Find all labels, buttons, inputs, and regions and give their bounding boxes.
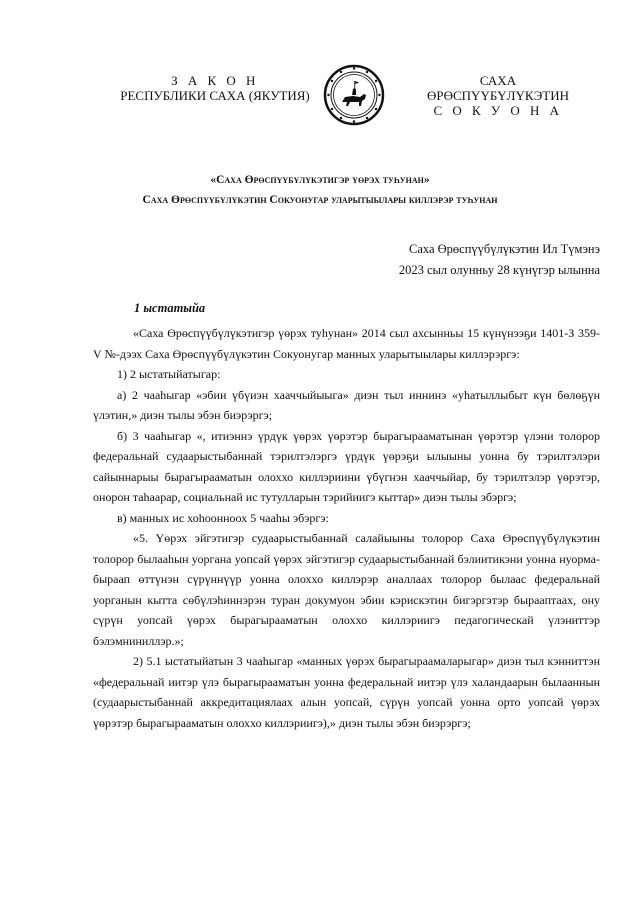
paragraph: б) 3 чааһыгар «, итиэннэ үрдүк үөрэх үөрэтэр бырагырааматынан үөрэтэр үлэни толорор федеральнай судаарыстыбаннай тэрилтэлэргэ үрдүк үөрэҕи ылыыны уонна бу тэрилтэлэри сайыннарыы бырагырааматын олоххо киллэриини үбүгнэн хааччыйар, бу тэрилтэлэр үөрэтэр, онорон таһаарар, социальнай ис тутулларын тэрийиигэ кыттар» диэн тылы эбэргэ; [93,428,600,504]
header-left-line2: РЕСПУБЛИКИ САХА (ЯКУТИЯ) [120,88,310,103]
paragraph: в) манных ис хоһоонноох 5 чааһы эбэргэ: [117,510,329,525]
coat-of-arms-icon [323,64,385,126]
paragraph: 1) 2 ыстатыйатыгар: [117,367,221,381]
paragraph: «5. Үөрэх эйгэтигэр судаарыстыбаннай салайыыны толорор Саха Өрөспүүбүлүкэтин толорор былааһын уоргана уопсай үөрэх эйгэтигэр судаарыстыбаннай бэлиитикэни уонна нуорма-быраап өттүнэн сүрүннүүр уонна олоххо киллэрэр аналлаах толорор былаас федеральнай уорганын кытта сөбүлэһиннэрэн туран докумуон эбии кэрискэтин бигэргэтэр бырааптаах, ону сүрүн уопсай үөрэх бырагырааматын олоххо киллэриигэ педагогическай үлэниттэр бэлэмниниллэр.»; [93,531,600,648]
article-body [93,323,600,733]
header-right [408,73,588,118]
paragraph: «Саха Өрөспүүбүлүкэтигэр үөрэх туһунан» 2014 сыл ахсынньы 15 күнүнээҕи 1401-З 359-V №-дээх Саха Өрөспүүбүлүкэтин Сокуонугар манных уларытыылары киллэрэргэ: [93,326,600,361]
header-right-line2: С О К У О Н А [433,103,563,118]
header-left-line1: З А К О Н [171,73,259,88]
paragraph: 2) 5.1 ыстатыйатын 3 чааһыгар «манных үөрэх бырагыраамаларыгар» диэн тыл кэнниттэн «федеральнай иитэр үлэ бырагырааматын уонна федеральнай иитэр үлэ халандаарын былааннын (судаарыстыбаннай аккредитациялаах алын уопсай, сүрүн уопсай уонна орто уопсай үөрэх үөрэтэр бырагырааматын олоххо киллэриигэ),» диэн тылы эбэн биэрэргэ; [93,654,600,730]
adoption-block [399,239,600,281]
article-heading: 1 ыстатыйа [134,301,206,315]
header-left [110,73,320,103]
law-title: «Саха Өрөспүүбүлүкэтигэр үөрэх туһунан» [210,174,430,186]
header-right-line1: САХА ӨРӨСПҮҮБҮЛҮКЭТИН [426,73,570,103]
paragraph: а) 2 чааһыгар «эбии үбүиэн хааччыйыыга» диэн тыл иннинэ «уһатыллыбыт күн бөлөҕүн үлэтин,» диэн тылы эбэн биэрэргэ; [93,387,600,422]
adoption-date: 2023 сыл олунньу 28 күнүгэр ылынна [398,263,600,277]
adoption-body: Саха Өрөспүүбүлүкэтин Ил Түмэнэ [408,242,600,256]
law-subtitle: Саха Өрөспүүбүлүкэтин Сокуонугар уларытыылары киллэрэр туһунан [142,194,498,206]
